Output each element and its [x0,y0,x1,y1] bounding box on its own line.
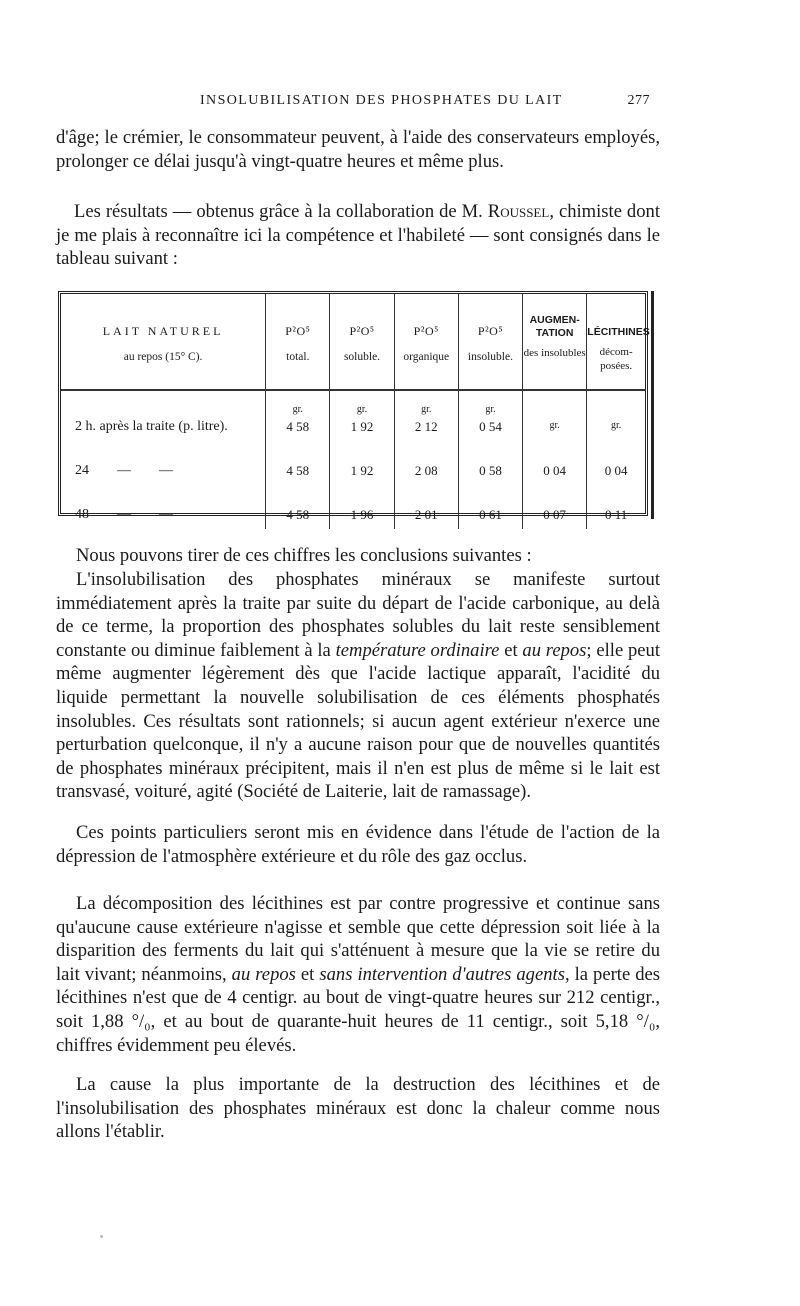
table-cell [330,390,394,441]
table-cell [330,441,394,485]
row-label: 2 h. après la traite (p. litre). [75,419,228,434]
table-header-cell [458,294,522,390]
cell-value: 2 01 [414,507,438,522]
cell-value: 0 04 [543,463,567,478]
table-cell [587,485,645,529]
header-main: P²O⁵ [413,324,439,338]
unit-label: gr. [421,404,432,415]
paragraph-3: Nous pouvons tirer de ces chiffres les conclusions suivantes : [76,545,532,566]
cell-value: 0 04 [604,463,628,478]
header-sub: total. [286,351,310,363]
cell-value: 4 58 [286,419,310,434]
ditto-dash: — [159,463,173,478]
results-table-grid [61,294,650,529]
table-cell [458,485,522,529]
row-label: 24 [75,463,89,478]
author-name: Roussel [487,201,550,222]
header-sub: organique [403,351,450,363]
table-row [61,441,645,485]
table-header-cell [266,294,330,390]
row-label-cell [61,441,266,485]
paragraph-1: d'âge; le crémier, le consommateur peuvent, à l'aide des conservateurs employés, prolonger ce délai jusqu'à vingt-quatre heures et même plus. [56,127,660,172]
header-main: P²O⁵ [285,324,311,338]
paragraph-6-text-c: , la perte des lécithines n'est que de 4 centigr. au bout de vingt-quatre heures sur 212 centigr., soit 1,88 °/₀, et au bout de quarante-huit heures de 11 centigr., soit 5,18 °/₀, chiffres évidemment peu élevés. [56,963,660,1056]
cell-value: 2 08 [414,463,438,478]
table-cell [587,390,645,441]
unit-label: gr. [549,420,560,431]
paragraph-6-text-a: La décomposition des lécithines est par contre progressive et continue sans qu'aucune cause extérieure n'agisse et semble que cette dépression soit liée à la disparition des ferments du lait qui s'atténuent à mesure que la vie se retire du lait vivant; néanmoins, [56,893,660,985]
cell-value: 0 61 [479,507,502,522]
paragraph-5: Ces points particuliers seront mis en évidence dans l'étude de l'action de la dépression de l'atmosphère extérieure et du rôle des gaz occlus. [56,822,660,867]
table-header-row [61,294,645,390]
cell-value: 0 11 [605,507,628,522]
row-label: 48 [75,507,89,522]
table-cell [458,390,522,441]
paragraph-4-text-b: et [499,639,523,661]
paragraph-4-text-c: ; elle peut même augmenter légèrement dès que l'acide lactique apparaît, l'acidité du liquide permettant la nouvelle solubilisation de ces éléments phosphatés insolubles. Ces résultats sont rationnels; si aucun agent extérieur n'exerce une perturbation quelconque, il n'y a aucune raison pour que de nouvelles quantités de phosphates minéraux précipitent, mais il n'en est plus de même si le lait est transvasé, voituré, agité (Société de Laiterie, lait de ramassage). [56,639,660,803]
cell-value: 0 58 [479,463,502,478]
cell-value: 4 58 [286,463,310,478]
page-number: 277 [627,93,650,108]
header-main: LÉCITHINES [587,326,650,338]
cell-value: 0 07 [543,507,567,522]
table-cell [266,390,330,441]
table-cell [330,485,394,529]
paragraph-2-text-a: Les résultats — obtenus grâce à la collaboration de M. [74,201,488,222]
cell-value: 2 12 [414,419,438,434]
paragraph-2-text-b: , chimiste dont je me plais à reconnaître ici la compétence et l'habileté — sont consignés dans le tableau suivant : [56,201,660,270]
table-header-cell [61,294,266,390]
header-main: AUGMEN-TATION [529,314,580,339]
cell-value: 1 92 [350,463,374,478]
header-sub: des insolubles [523,347,586,359]
header-main: P²O⁵ [349,324,375,338]
unit-label: gr. [292,404,303,415]
header-main: P²O⁵ [477,324,504,338]
table-cell [394,485,458,529]
paragraph-6-text-b: et [295,963,320,985]
emphasis-repos: au repos [522,639,587,661]
running-header [200,93,650,115]
table-header-cell [330,294,394,390]
ink-speck [100,1235,103,1238]
paragraph-7: La cause la plus importante de la destruction des lécithines et de l'insolubilisation des phosphates minéraux est donc la chaleur comme nous allons l'établir. [56,1074,660,1143]
row-label-cell [61,485,266,529]
cell-value: 1 92 [350,419,374,434]
emphasis-repos: au repos [231,963,296,985]
cell-value: 4 58 [286,507,310,522]
paragraph-4-text-a: L'insolubilisation des phosphates minéraux se manifeste surtout immédiatement après la traite par suite du départ de l'acide carbonique, au delà de ce terme, la proportion des phosphates solubles du lait reste sensiblement constante ou diminue faiblement à la [56,569,660,661]
paragraph-2 [56,200,660,271]
ditto-dash: — [159,507,173,522]
table-header-cell [587,294,650,390]
header-sub: insoluble. [467,351,513,363]
table-header-cell [394,294,458,390]
unit-label: gr. [485,404,496,415]
unit-label: gr. [611,420,622,431]
table-cell [523,441,587,485]
header-sub: décom-posées. [599,346,633,372]
ditto-dash: — [117,463,131,478]
cell-value: 0 54 [479,419,502,434]
table-cell [266,485,330,529]
table-header-cell [523,294,587,390]
header-sub: soluble. [343,351,381,363]
table-cell [394,441,458,485]
table-cell [394,390,458,441]
paragraph-6 [56,892,660,1057]
row-label-cell [61,390,266,441]
header-sub: au repos (15° C). [123,351,203,363]
table-cell [523,390,587,441]
emphasis-temperature: température ordinaire [335,639,500,661]
ditto-dash: — [117,507,131,522]
paragraph-4 [56,568,660,804]
unit-label: gr. [356,404,368,415]
table-cell [587,441,645,485]
cell-value: 1 96 [350,507,374,522]
table-row [61,485,645,529]
emphasis-agents: sans intervention d'autres agents [319,963,565,985]
table-row [61,390,645,441]
header-main: LAIT NATUREL [102,324,224,338]
table-cell [458,441,522,485]
results-table [58,291,650,522]
table-cell [266,441,330,485]
running-title: INSOLUBILISATION DES PHOSPHATES DU LAIT [200,93,563,108]
table-cell [523,485,587,529]
